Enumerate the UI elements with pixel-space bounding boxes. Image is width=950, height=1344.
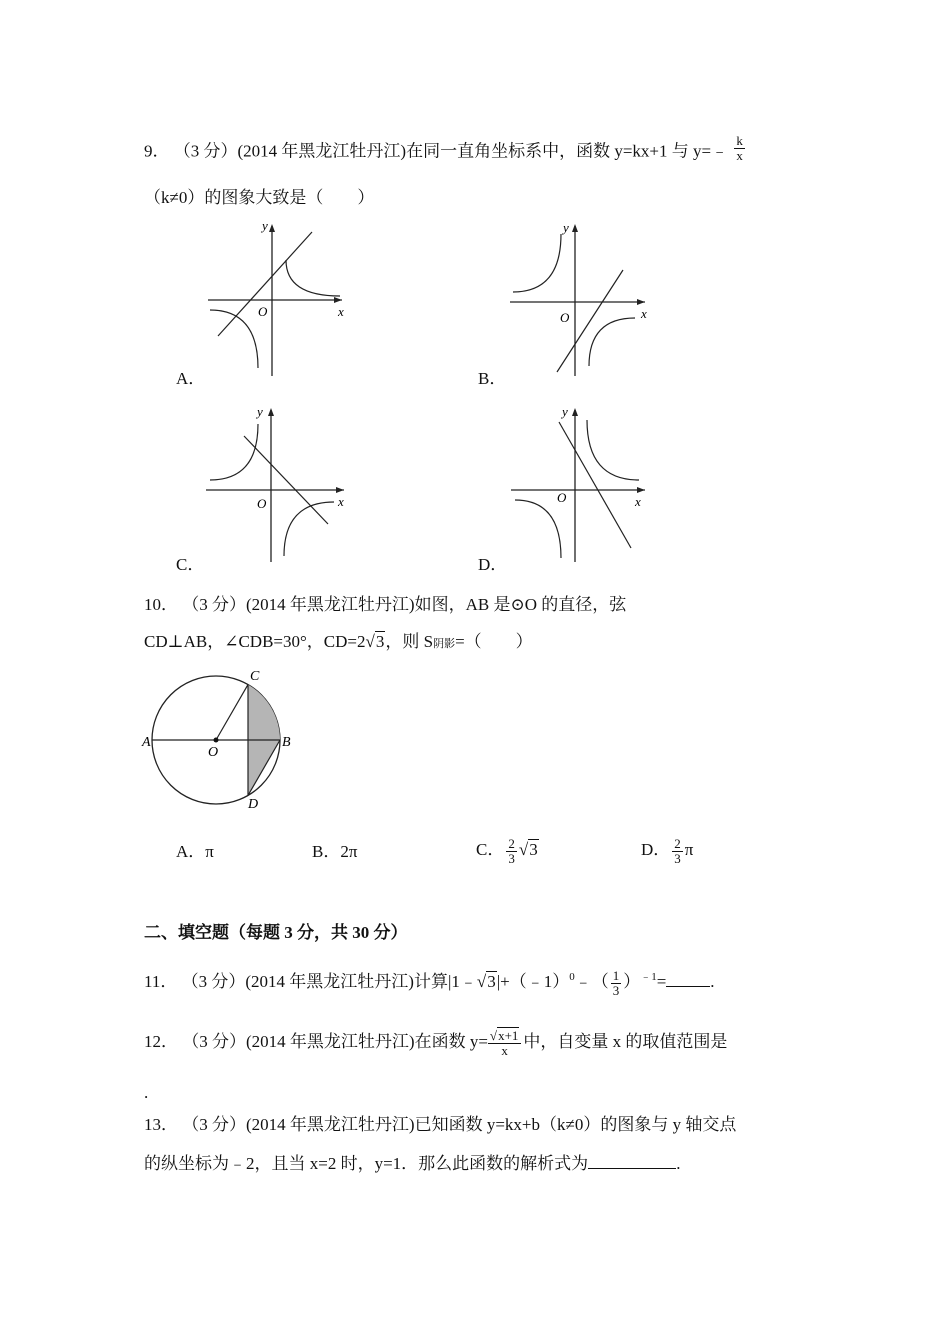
q9-text1: 在同一直角坐标系中，函数 y=kx+1 与 y=﹣ (406, 141, 729, 161)
q11-fraction (611, 969, 622, 998)
q10-sqrt: √3 (365, 632, 385, 651)
q10-option-d-tail: π (684, 840, 694, 859)
graph-b-x-label: x (641, 306, 647, 321)
q13-line1-text: 已知函数 y=kx+b（k≠0）的图象与 y 轴交点 (414, 1115, 737, 1134)
q10-number: 10． (144, 595, 178, 614)
q13-score: （3 分） (182, 1115, 246, 1134)
q11-number: 11． (144, 972, 178, 991)
graph-c-hyperbola-1 (210, 424, 258, 480)
q13-source: (2014 年黑龙江牡丹江) (246, 1115, 415, 1134)
q9-frac-den: x (736, 148, 743, 163)
q10-option-d-num: 2 (674, 835, 681, 851)
graph-b-y-label: y (563, 220, 569, 235)
q12-sqrt: √x+1 (489, 1027, 519, 1043)
q10-option-d[interactable] (641, 830, 693, 870)
center-dot (214, 738, 219, 743)
q13-answer-blank[interactable] (588, 1152, 676, 1169)
q10-option-c-num: 2 (508, 835, 515, 851)
graph-d-x-label: x (635, 494, 641, 509)
graph-c-y-label: y (257, 404, 263, 419)
graph-d-line (559, 422, 631, 548)
q13-line1 (144, 1114, 736, 1136)
graph-b-hyperbola-1 (513, 234, 561, 292)
graph-c-origin: O (257, 496, 267, 511)
q10-text2b: ，则 S (385, 632, 434, 651)
q10-option-c-label: C． (476, 840, 505, 859)
q9-option-d[interactable]: D． (478, 555, 508, 574)
graph-a-y-label: y (262, 218, 268, 233)
q10-option-c[interactable] (476, 830, 539, 870)
graph-b (505, 218, 655, 378)
q13-line2-end: . (676, 1154, 681, 1173)
q9-option-b[interactable]: B． (478, 369, 507, 388)
q12-frac-den: x (501, 1042, 508, 1058)
q10-option-c-den: 3 (508, 850, 515, 866)
q10-text2c: =（ ） (455, 632, 533, 651)
q10-line2 (144, 631, 533, 655)
q12-period: . (144, 1083, 149, 1102)
segment-oc (216, 685, 248, 740)
q9-fraction (734, 134, 745, 163)
q10-option-c-sqrt: √3 (518, 840, 538, 859)
q10-option-b[interactable] (312, 841, 357, 863)
q10-line1 (144, 594, 626, 616)
label-a: A (142, 735, 151, 750)
graph-d-hyperbola-2 (515, 500, 561, 558)
q11-answer-blank[interactable] (666, 970, 710, 987)
graph-a (200, 218, 350, 378)
graph-b-origin: O (560, 310, 570, 325)
graph-d-origin: O (557, 490, 567, 505)
q10-sqrt-radicand: 3 (375, 632, 385, 651)
graph-d-hyperbola-1 (587, 420, 639, 480)
q9-source: (2014 年黑龙江牡丹江) (237, 141, 407, 161)
q11-sqrt-radicand: 3 (487, 972, 496, 991)
graph-d (505, 402, 655, 564)
q10-option-a[interactable] (176, 841, 214, 863)
graph-b-hyperbola-2 (589, 318, 635, 366)
graph-c (200, 402, 350, 564)
q12-fraction (488, 1029, 521, 1058)
q9-line2: （k≠0）的图象大致是（ ） (144, 188, 375, 207)
q9-score: （3 分） (173, 141, 238, 161)
q10-option-c-fraction (506, 837, 517, 866)
q13-number: 13． (144, 1115, 178, 1134)
q10-score: （3 分） (182, 595, 246, 614)
q9-option-a[interactable]: A． (176, 369, 206, 388)
q12-frac-num (488, 1029, 521, 1044)
q12-score: （3 分） (182, 1032, 246, 1051)
q12-number: 12． (144, 1032, 178, 1051)
q10-option-b-value: 2π (340, 842, 358, 861)
section-2-title: 二、填空题（每题 3 分，共 30 分） (144, 923, 408, 942)
q12-line (144, 1020, 727, 1064)
q10-option-a-label: A． (176, 842, 206, 861)
graph-a-x-label: x (338, 304, 344, 319)
q11-sup1: ﹣1 (640, 971, 657, 983)
q12-t2: 中，自变量 x 的取值范围是 (523, 1032, 728, 1051)
q11-sup0: 0 (569, 971, 575, 983)
label-o: O (208, 745, 219, 760)
q10-option-d-label: D． (641, 840, 671, 859)
q10-text1: 如图，AB 是⊙O 的直径，弦 (414, 595, 627, 614)
q11-t2: |+（﹣1） (496, 972, 570, 991)
q11-t4: ） (623, 972, 641, 991)
q11-t6: . (710, 972, 715, 991)
q11-frac-num: 1 (612, 967, 620, 983)
graph-c-x-label: x (338, 494, 344, 509)
q10-source: (2014 年黑龙江牡丹江) (246, 595, 415, 614)
q12-sqrt-radicand: x+1 (498, 1027, 519, 1043)
q11-score: （3 分） (181, 972, 246, 991)
q10-option-a-value: π (205, 842, 214, 861)
graph-a-hyperbola-1 (286, 260, 340, 296)
q9-frac-num: k (736, 133, 743, 148)
q10-option-c-radicand: 3 (529, 840, 538, 859)
q12-source: (2014 年黑龙江牡丹江) (246, 1032, 415, 1051)
q11-t1: 计算|1﹣ (413, 972, 477, 991)
label-c: C (250, 669, 260, 684)
graph-d-y-label: y (562, 404, 568, 419)
q11-sqrt: √3 (476, 972, 496, 991)
graph-a-line (218, 232, 312, 336)
q11-frac-den: 3 (612, 982, 620, 998)
q12-t1: 在函数 y= (414, 1032, 488, 1051)
label-b: B (282, 735, 291, 750)
q9-line1 (144, 133, 747, 167)
q13-line2-text: 的纵坐标为﹣2，且当 x=2 时，y=1．那么此函数的解析式为 (144, 1154, 589, 1173)
q10-circle-figure (138, 664, 308, 814)
q10-option-d-den: 3 (674, 850, 681, 866)
q13-line2 (144, 1152, 680, 1175)
q11-t3: ﹣（ (574, 972, 609, 991)
graph-a-origin: O (258, 304, 268, 319)
q10-subscript: 阴影 (433, 638, 456, 650)
graph-c-hyperbola-2 (284, 502, 334, 556)
q11-t5: = (656, 972, 667, 991)
q10-text2a: CD⊥AB，∠CDB=30°，CD=2 (144, 632, 366, 651)
q11-line (144, 962, 715, 1004)
q9-number: 9． (144, 141, 170, 161)
label-d: D (248, 797, 259, 812)
q10-option-d-fraction (672, 837, 683, 866)
q9-option-c[interactable]: C． (176, 555, 205, 574)
q10-option-b-label: B． (312, 842, 341, 861)
q11-source: (2014 年黑龙江牡丹江) (245, 972, 414, 991)
